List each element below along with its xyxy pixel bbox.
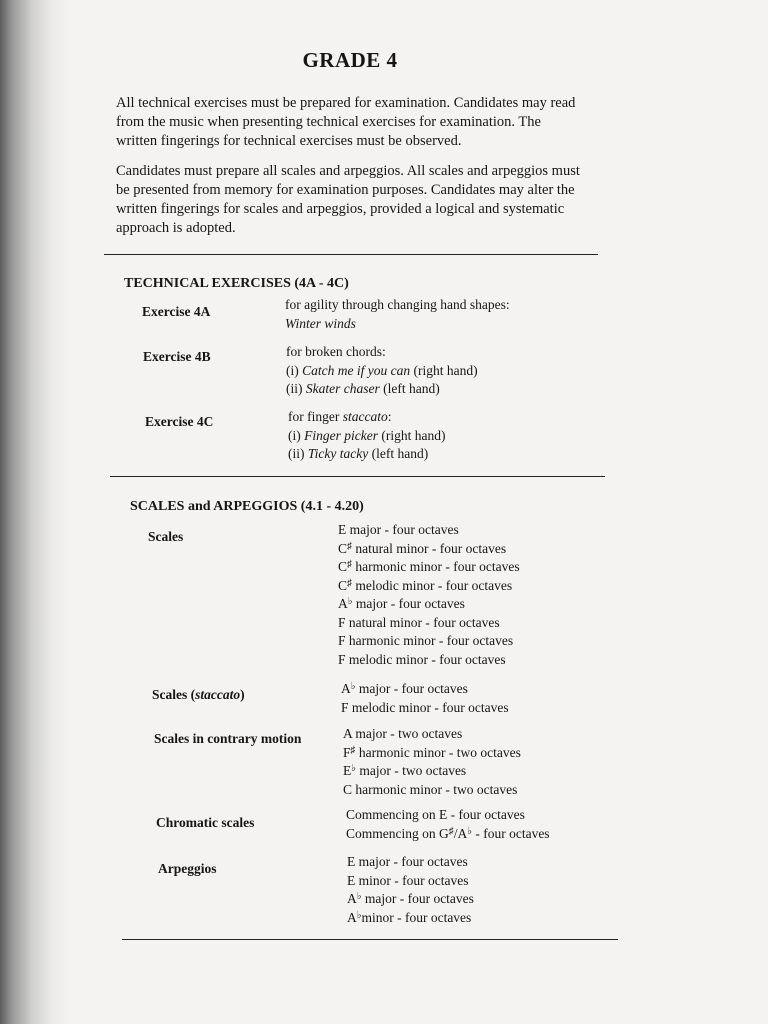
exercise-4a-label: Exercise 4A <box>142 304 211 319</box>
list-item: F natural minor - four octaves <box>338 614 500 630</box>
scales-list <box>338 521 520 669</box>
page-title: GRADE 4 <box>302 48 398 72</box>
arpeggios-list <box>347 853 474 927</box>
divider-rule <box>122 939 618 940</box>
scales-staccato-label: Scales (staccato) <box>152 687 245 702</box>
list-item: F melodic minor - four octaves <box>338 651 506 667</box>
exercise-4a-piece: Winter winds <box>285 315 356 331</box>
list-item: A♭ major - four octaves <box>341 681 468 696</box>
chromatic-scales-list <box>346 806 550 843</box>
list-item: C♯ harmonic minor - four octaves <box>338 559 520 574</box>
arpeggios-label: Arpeggios <box>158 861 217 876</box>
scales-staccato-list <box>341 680 509 717</box>
scales-contrary-motion-label: Scales in contrary motion <box>154 731 302 746</box>
intro-paragraph-technical: All technical exercises must be prepared for examination. Candidates may read from the music when presenting technical exercises for examination. The written fingerings for technical exercises must be observed. <box>116 95 576 149</box>
divider-rule <box>110 476 605 477</box>
list-item: E minor - four octaves <box>347 872 469 888</box>
scales-label: Scales <box>148 529 184 544</box>
divider-rule <box>104 254 598 255</box>
exercise-4b-description <box>286 343 478 399</box>
exercise-4b-label: Exercise 4B <box>143 349 211 364</box>
list-item: A♭minor - four octaves <box>347 909 472 925</box>
list-item: E♭ major - two octaves <box>343 763 467 778</box>
list-item: E major - four octaves <box>347 854 468 869</box>
exercise-4a-description <box>285 296 510 333</box>
list-item: A♭ major - four octaves <box>338 596 465 611</box>
list-item: C♯ melodic minor - four octaves <box>338 577 513 593</box>
list-item: C♯ natural minor - four octaves <box>338 540 507 556</box>
list-item: A♭ major - four octaves <box>347 891 474 906</box>
list-item: A major - two octaves <box>343 726 463 741</box>
list-item: Commencing on G♯/A♭ - four octaves <box>346 825 550 841</box>
exercise-4a-purpose: for agility through changing hand shapes: <box>285 297 510 312</box>
list-item: F melodic minor - four octaves <box>341 699 509 715</box>
exercise-4b-purpose: for broken chords: <box>286 344 386 359</box>
exercise-4c-item-ii: (ii) Ticky tacky (left hand) <box>288 446 429 461</box>
exercise-4b-item-i: (i) Catch me if you can (right hand) <box>286 362 478 378</box>
scales-contrary-motion-list <box>343 725 521 799</box>
intro-paragraph-scales: Candidates must prepare all scales and arpeggios. All scales and arpeggios must be presented from memory for examination purposes. Candidates may alter the written fingerings for scales and arpeggios, provided a logical and systematic approach is adopted. <box>116 163 580 236</box>
chromatic-scales-label: Chromatic scales <box>156 815 255 830</box>
exercise-4c-label: Exercise 4C <box>145 414 214 429</box>
list-item: E major - four octaves <box>338 522 459 537</box>
list-item: Commencing on E - four octaves <box>346 807 525 822</box>
list-item: C harmonic minor - two octaves <box>343 781 518 797</box>
scales-arpeggios-heading: SCALES and ARPEGGIOS (4.1 - 4.20) <box>130 499 364 514</box>
list-item: F♯ harmonic minor - two octaves <box>343 744 521 760</box>
technical-exercises-heading: TECHNICAL EXERCISES (4A - 4C) <box>124 276 349 291</box>
exercise-4c-purpose: for finger staccato: <box>288 409 392 424</box>
exercise-4c-description <box>288 408 445 464</box>
list-item: F harmonic minor - four octaves <box>338 633 514 648</box>
exercise-4c-item-i: (i) Finger picker (right hand) <box>288 427 446 443</box>
exercise-4b-item-ii: (ii) Skater chaser (left hand) <box>286 381 440 396</box>
